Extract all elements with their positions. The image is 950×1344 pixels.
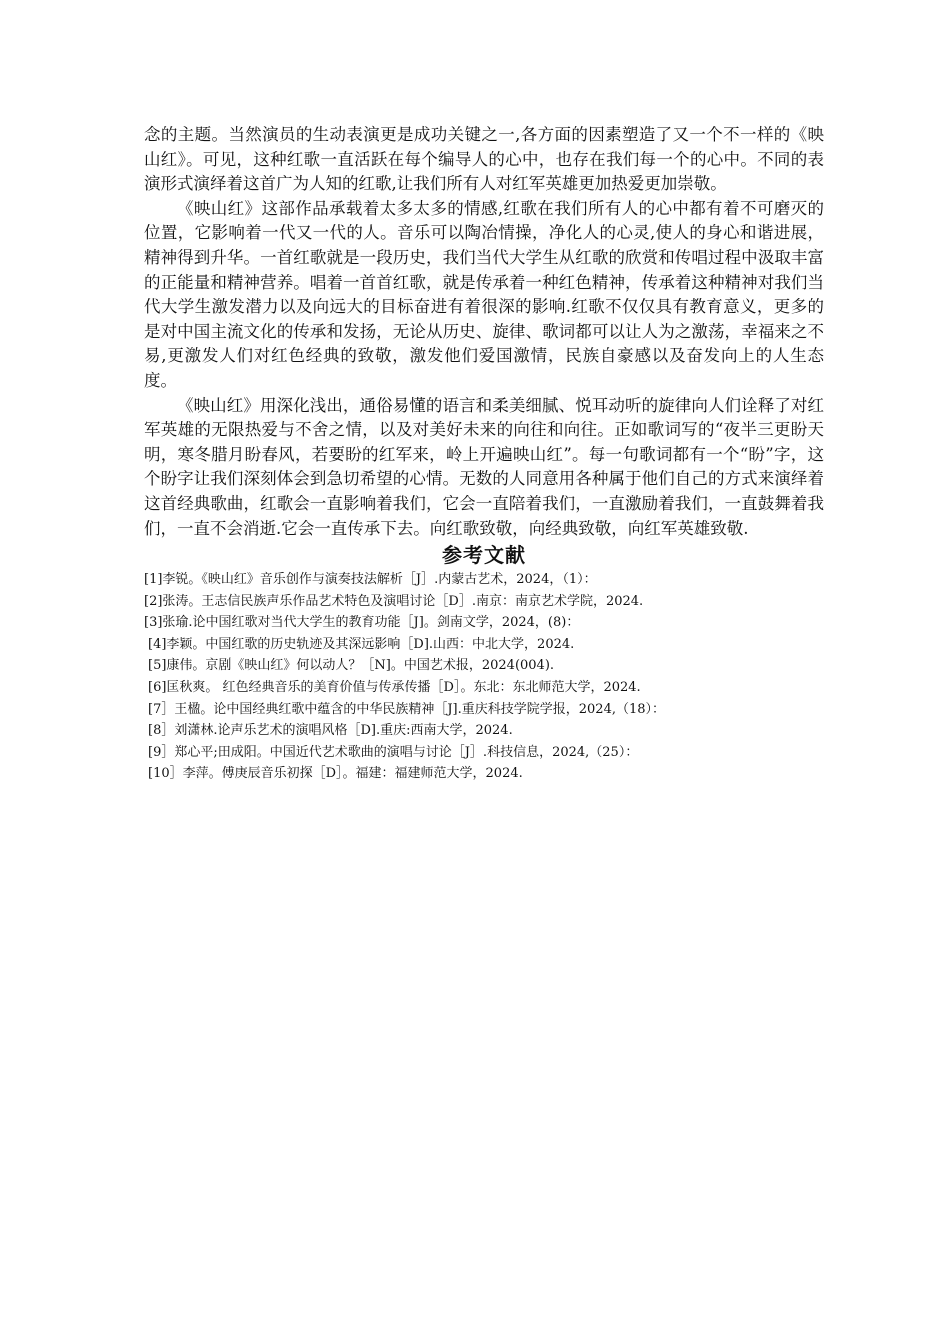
body-text [144, 123, 824, 541]
document-page [144, 123, 824, 785]
reference-item: [4]李颖。中国红歌的历史轨迹及其深远影响［D].山西：中北大学，2024. [148, 636, 575, 652]
reference-item: [6]匡秋爽。 红色经典音乐的美育价值与传承传播［D］。东北：东北师范大学，2024. [148, 680, 641, 696]
reference-item: [3]张瑜.论中国红歌对当代大学生的教育功能［J]。剑南文学，2024，(8)： [144, 615, 580, 631]
reference-item: [9］郑心平;田成阳。中国近代艺术歌曲的演唱与讨论［J］.科技信息，2024,（25）： [148, 744, 639, 760]
reference-item: [7］王楹。论中国经典红歌中蕴含的中华民族精神［J].重庆科技学院学报，2024,（18）： [148, 701, 666, 717]
reference-item: [8］刘潇林.论声乐艺术的演唱风格［D].重庆:西南大学，2024. [148, 723, 513, 739]
reference-item: [10］李萍。傅庚辰音乐初探［D］。福建：福建师范大学，2024. [148, 766, 523, 782]
reference-item: [5]康伟。京剧《映山红》何以动人？［N]。中国艺术报，2024(004). [148, 658, 555, 674]
paragraph-1: 念的主题。当然演员的生动表演更是成功关键之一,各方面的因素塑造了又一个不一样的《映山红》。可见，这种红歌一直活跃在每个编导人的心中，也存在我们每一个的心中。不同的表演形式演绎着这首广为人知的红歌,让我们所有人对红军英雄更加热爱更加崇敬。 [144, 125, 824, 194]
reference-item: [2]张涛。王志信民族声乐作品艺术特色及演唱讨论［D］.南京：南京艺术学院，2024. [144, 593, 644, 609]
references-list [144, 569, 824, 785]
reference-item: [1]李锐。《映山红》音乐创作与演奏技法解析［J］.内蒙古艺术，2024，（1）： [144, 572, 597, 588]
paragraph-3: 《映山红》用深化浅出，通俗易懂的语言和柔美细腻、悦耳动听的旋律向人们诠释了对红军英雄的无限热爱与不舍之情，以及对美好未来的向往和向往。正如歌词写的“夜半三更盼天明，寒冬腊月盼春风，若要盼的红军来，岭上开遍映山红”。每一句歌词都有一个“盼”字，这个盼字让我们深刻体会到急切希望的心情。无数的人同意用各种属于他们自己的方式来演绎着这首经典歌曲，红歌会一直影响着我们，它会一直陪着我们，一直激励着我们，一直鼓舞着我们，一直不会消逝.它会一直传承下去。向红歌致敬，向经典致敬，向红军英雄致敬. [144, 395, 824, 538]
references-heading: 参考文献 [442, 543, 526, 568]
paragraph-2: 《映山红》这部作品承载着太多太多的情感,红歌在我们所有人的心中都有着不可磨灭的位置，它影响着一代又一代的人。音乐可以陶冶情操，净化人的心灵,使人的身心和谐进展，精神得到升华。一首红歌就是一段历史，我们当代大学生从红歌的欣赏和传唱过程中汲取丰富的正能量和精神营养。唱着一首首红歌，就是传承着一种红色精神，传承着这种精神对我们当代大学生激发潜力以及向远大的目标奋进有着很深的影响.红歌不仅仅具有教育意义，更多的是对中国主流文化的传承和发扬，无论从历史、旋律、歌词都可以让人为之激荡，幸福来之不易,更激发人们对红色经典的致敬，激发他们爱国激情，民族自豪感以及奋发向上的人生态度。 [144, 198, 824, 390]
